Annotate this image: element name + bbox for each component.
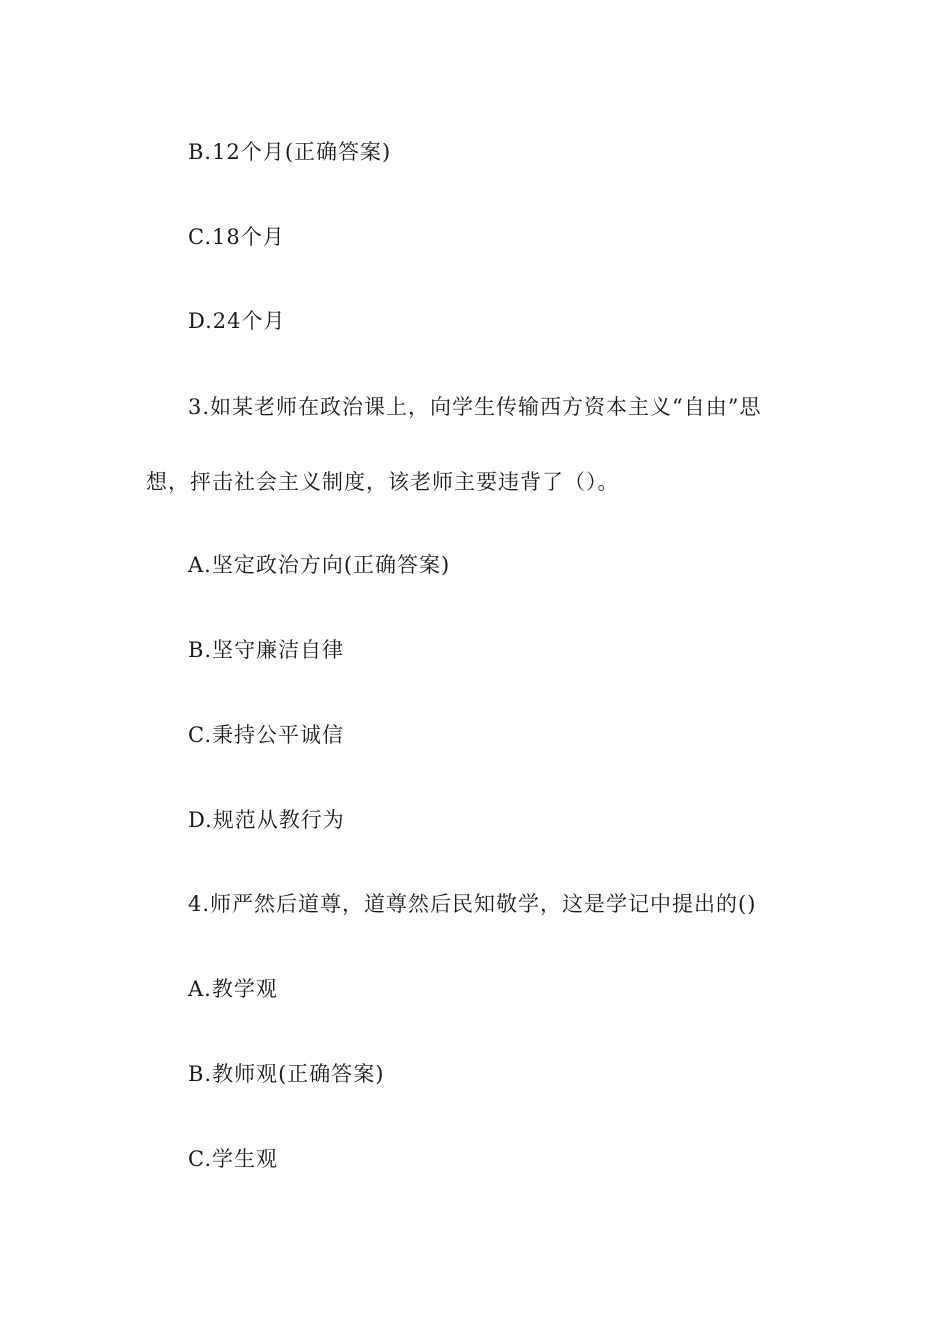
- q3-stem-line2: 想，抨击社会主义制度，该老师主要违背了（）。: [146, 470, 620, 494]
- q2-option-b: B.12个月(正确答案): [188, 140, 392, 164]
- q4-option-c: C.学生观: [188, 1147, 278, 1171]
- q2-option-c: C.18个月: [188, 225, 285, 249]
- q3-option-d: D.规范从教行为: [188, 808, 345, 832]
- q4-stem: 4.师严然后道尊，道尊然后民知敬学，这是学记中提出的(): [188, 892, 757, 916]
- q2-option-d: D.24个月: [188, 309, 286, 333]
- q4-option-b: B.教师观(正确答案): [188, 1062, 385, 1086]
- q3-option-a: A.坚定政治方向(正确答案): [188, 553, 451, 577]
- q3-option-c: C.秉持公平诚信: [188, 723, 344, 747]
- q4-option-a: A.教学观: [188, 977, 278, 1001]
- q3-stem-line1: 3.如某老师在政治课上，向学生传输西方资本主义“自由”思: [188, 395, 762, 419]
- q3-option-b: B.坚守廉洁自律: [188, 638, 345, 662]
